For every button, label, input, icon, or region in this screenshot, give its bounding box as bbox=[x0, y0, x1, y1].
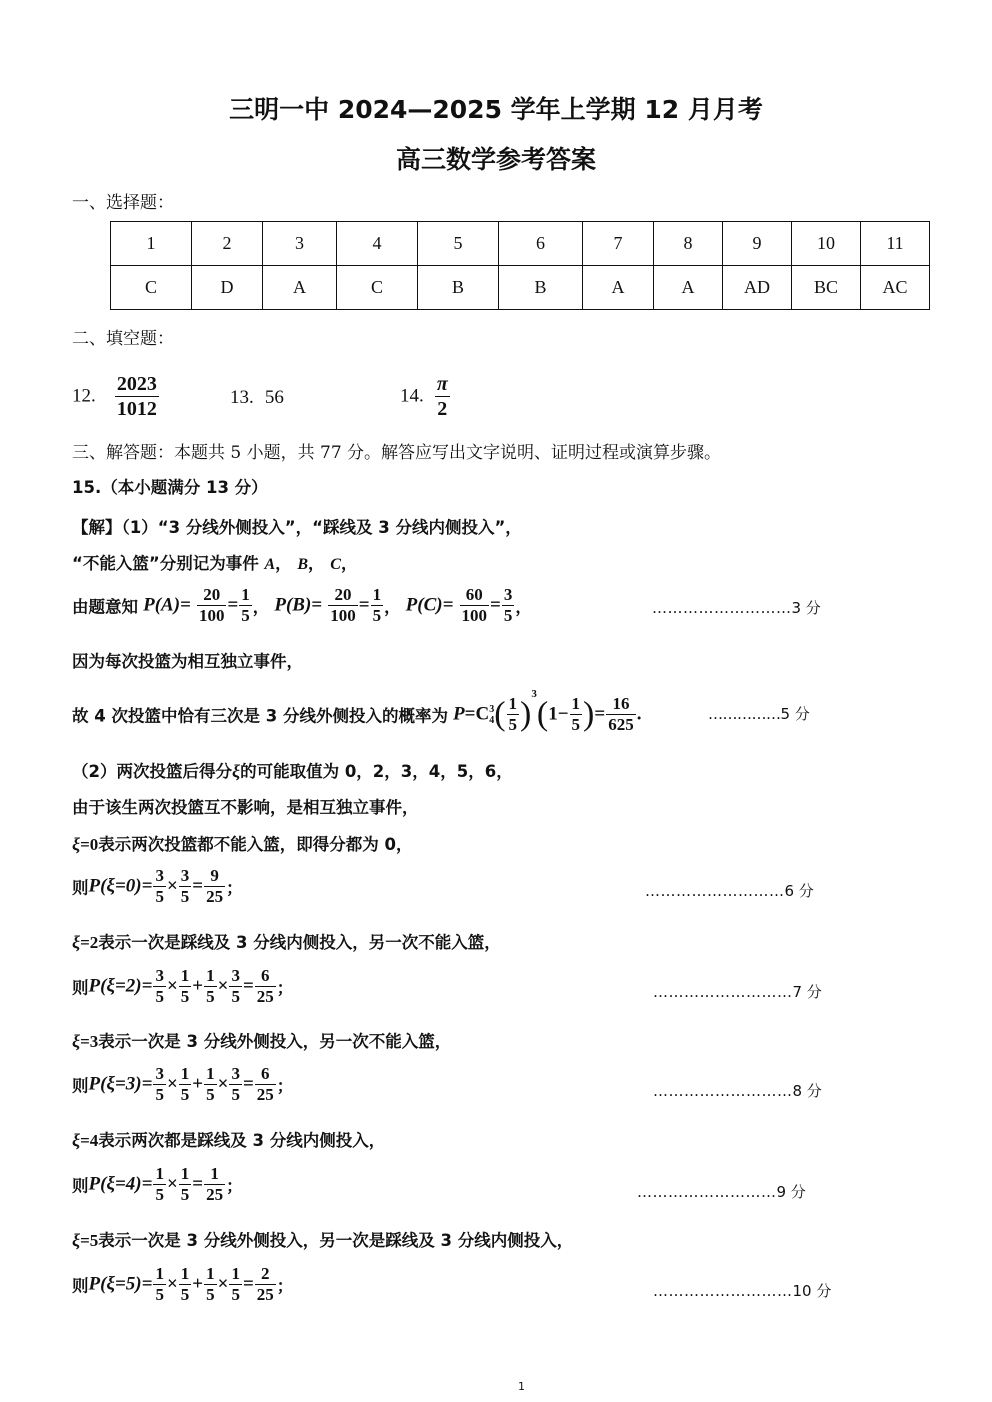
xi3-prob: 则P(ξ=3)= $\frac{3}{5}$ × $\frac{1}{5}$ + $\frac{1}{5}$ × $\frac{3}{5}$ = $\frac{6}{25}$ ； bbox=[72, 1064, 294, 1104]
page-number: 1 bbox=[518, 1380, 525, 1393]
fraction: $\frac{20}{100}$ bbox=[198, 585, 225, 625]
xi4-prob: 则P(ξ=4)= $\frac{1}{5}$ × $\frac{1}{5}$ = $\frac{1}{25}$ ； bbox=[72, 1164, 243, 1204]
table-cell: 6 bbox=[499, 222, 583, 266]
fraction: $\frac{1}{5}$ bbox=[180, 1264, 190, 1304]
answer-13 bbox=[230, 387, 284, 409]
score-7: ………………………7 分 bbox=[653, 983, 822, 1001]
fraction: $\frac{1}{5}$ bbox=[180, 966, 190, 1006]
xi2-desc: ξ=2表示一次是踩线及 3 分线内侧投入，另一次不能入篮， bbox=[72, 932, 501, 952]
table-cell: 1 bbox=[111, 222, 192, 266]
score-8: ………………………8 分 bbox=[653, 1082, 822, 1100]
fraction: $\frac{6}{25}$ bbox=[256, 966, 274, 1006]
fraction: $\frac{1}{5}$ bbox=[206, 1064, 215, 1104]
score-9: ………………………9 分 bbox=[637, 1183, 806, 1201]
xi5-prob: 则P(ξ=5)= $\frac{1}{5}$ × $\frac{1}{5}$ + $\frac{1}{5}$ × $\frac{1}{5}$ = $\frac{2}{25}$ ； bbox=[72, 1264, 294, 1304]
fraction: $\frac{1}{5}$ bbox=[372, 585, 382, 625]
score-3: ………………………3 分 bbox=[652, 599, 821, 617]
table-cell: AD bbox=[723, 266, 792, 310]
q15-header: 15.（本小题满分 13 分） bbox=[72, 478, 268, 497]
xi0-prob: 则P(ξ=0)= $\frac{3}{5}$ × $\frac{3}{5}$ = $\frac{9}{25}$ ； bbox=[72, 866, 243, 906]
table-cell: C bbox=[337, 266, 418, 310]
table-cell: 2 bbox=[192, 222, 263, 266]
fraction: $\frac{1}{5}$ bbox=[571, 694, 581, 734]
answer-key-subtitle: 高三数学参考答案 bbox=[395, 145, 596, 174]
table-cell: 11 bbox=[861, 222, 930, 266]
fraction: $\frac{1}{5}$ bbox=[508, 694, 518, 734]
fraction: $\frac{1}{5}$ bbox=[206, 966, 215, 1006]
q12-label: 12. bbox=[72, 385, 96, 407]
fraction: $\frac{20}{100}$ bbox=[330, 585, 356, 625]
fraction: $\frac{3}{5}$ bbox=[180, 866, 190, 906]
fraction: $\frac{1}{5}$ bbox=[231, 1264, 240, 1304]
probability-line: 由题意知 P(A)= $\frac{20}{100}$ = $\frac{1}{5}$ ， P(B)= $\frac{20}{100}$ = $\frac{1}{5}$ ， P(C)= $\frac{60}{100}$ = $\frac{3}{5}$ ， bbox=[72, 585, 532, 625]
table-cell: BC bbox=[792, 266, 861, 310]
table-cell: A bbox=[263, 266, 337, 310]
table-cell: 5 bbox=[418, 222, 499, 266]
fraction: $\frac{1}{5}$ bbox=[206, 1264, 215, 1304]
p1-line1: 【解】（1）“3 分线外侧投入”，“踩线及 3 分线内侧投入”， bbox=[72, 518, 522, 537]
table-cell: 3 bbox=[263, 222, 337, 266]
score-5: ……………5 分 bbox=[708, 705, 810, 723]
table-cell: A bbox=[654, 266, 723, 310]
table-cell: B bbox=[418, 266, 499, 310]
answer-14 bbox=[400, 372, 451, 421]
fraction: $\frac{3}{5}$ bbox=[503, 585, 513, 625]
section-choice-heading: 一、选择题： bbox=[72, 193, 174, 213]
fraction: $\frac{3}{5}$ bbox=[155, 866, 164, 906]
table-cell: C bbox=[111, 266, 192, 310]
q13-label: 13. bbox=[230, 387, 254, 408]
xi3-desc: ξ=3表示一次是 3 分线外侧投入，另一次不能入篮， bbox=[72, 1031, 452, 1051]
fraction: $\frac{2}{25}$ bbox=[256, 1264, 274, 1304]
q13-value: 56 bbox=[264, 387, 284, 408]
answer-table bbox=[110, 221, 930, 310]
fraction: $\frac{1}{25}$ bbox=[206, 1164, 224, 1204]
q12-fraction: $\frac{2023}{1012}$ bbox=[116, 373, 157, 420]
p2-line1: （2）两次投篮后得分ξ的可能取值为 0，2，3，4，5，6， bbox=[72, 761, 513, 781]
q14-fraction: $\frac{\pi}{2}$ bbox=[436, 373, 448, 420]
table-cell: 10 bbox=[792, 222, 861, 266]
fraction: $\frac{1}{5}$ bbox=[155, 1264, 164, 1304]
table-cell: 8 bbox=[654, 222, 723, 266]
fraction: $\frac{1}{5}$ bbox=[180, 1064, 190, 1104]
table-cell: 7 bbox=[583, 222, 654, 266]
fraction: $\frac{1}{5}$ bbox=[180, 1164, 190, 1204]
table-cell: AC bbox=[861, 266, 930, 310]
fraction: $\frac{6}{25}$ bbox=[256, 1064, 274, 1104]
table-cell: 4 bbox=[337, 222, 418, 266]
answer-table-number-row bbox=[111, 222, 930, 266]
p1-line2: “不能入篮”分别记为事件 A， B， C， bbox=[72, 554, 358, 573]
fraction: $\frac{3}{5}$ bbox=[155, 966, 164, 1006]
xi5-desc: ξ=5表示一次是 3 分线外侧投入，另一次是踩线及 3 分线内侧投入， bbox=[72, 1230, 574, 1250]
xi0-desc: ξ=0表示两次投篮都不能入篮，即得分都为 0， bbox=[72, 834, 413, 854]
table-cell: D bbox=[192, 266, 263, 310]
fraction: $\frac{1}{5}$ bbox=[241, 585, 250, 625]
answer-table-answer-row bbox=[111, 266, 930, 310]
table-cell: 9 bbox=[723, 222, 792, 266]
score-10: ………………………10 分 bbox=[653, 1282, 832, 1300]
fraction: $\frac{9}{25}$ bbox=[206, 866, 224, 906]
fraction: $\frac{1}{5}$ bbox=[155, 1164, 164, 1204]
table-cell: B bbox=[499, 266, 583, 310]
xi2-prob: 则P(ξ=2)= $\frac{3}{5}$ × $\frac{1}{5}$ + $\frac{1}{5}$ × $\frac{3}{5}$ = $\frac{6}{25}$ ； bbox=[72, 966, 294, 1006]
section-fill-heading: 二、填空题： bbox=[72, 329, 174, 349]
xi4-desc: ξ=4表示两次都是踩线及 3 分线内侧投入， bbox=[72, 1130, 386, 1150]
p1-line4: 因为每次投篮为相互独立事件， bbox=[72, 652, 303, 671]
solution-marker: 【解】 bbox=[72, 518, 122, 537]
fraction: $\frac{3}{5}$ bbox=[231, 966, 240, 1006]
score-6: ………………………6 分 bbox=[645, 882, 814, 900]
fraction: $\frac{60}{100}$ bbox=[461, 585, 488, 625]
answer-12 bbox=[72, 372, 160, 421]
q14-label: 14. bbox=[400, 385, 424, 407]
fraction: $\frac{16}{625}$ bbox=[608, 694, 634, 734]
fraction: $\frac{3}{5}$ bbox=[231, 1064, 240, 1104]
section-solve-heading: 三、解答题：本题共 5 小题，共 77 分。解答应写出文字说明、证明过程或演算步骤。 bbox=[72, 443, 722, 463]
fraction: $\frac{3}{5}$ bbox=[155, 1064, 164, 1104]
binomial-line: 故 4 次投篮中恰有三次是 3 分线外侧投入的概率为 P=C 3 4 ( $\frac{1}{5}$ )$^3$(1− $\frac{1}{5}$ )= $\frac{16}{625}$ . bbox=[72, 688, 642, 734]
p2-line2: 由于该生两次投篮互不影响，是相互独立事件， bbox=[72, 798, 419, 817]
exam-title: 三明一中 2024—2025 学年上学期 12 月月考 bbox=[229, 95, 763, 124]
table-cell: A bbox=[583, 266, 654, 310]
